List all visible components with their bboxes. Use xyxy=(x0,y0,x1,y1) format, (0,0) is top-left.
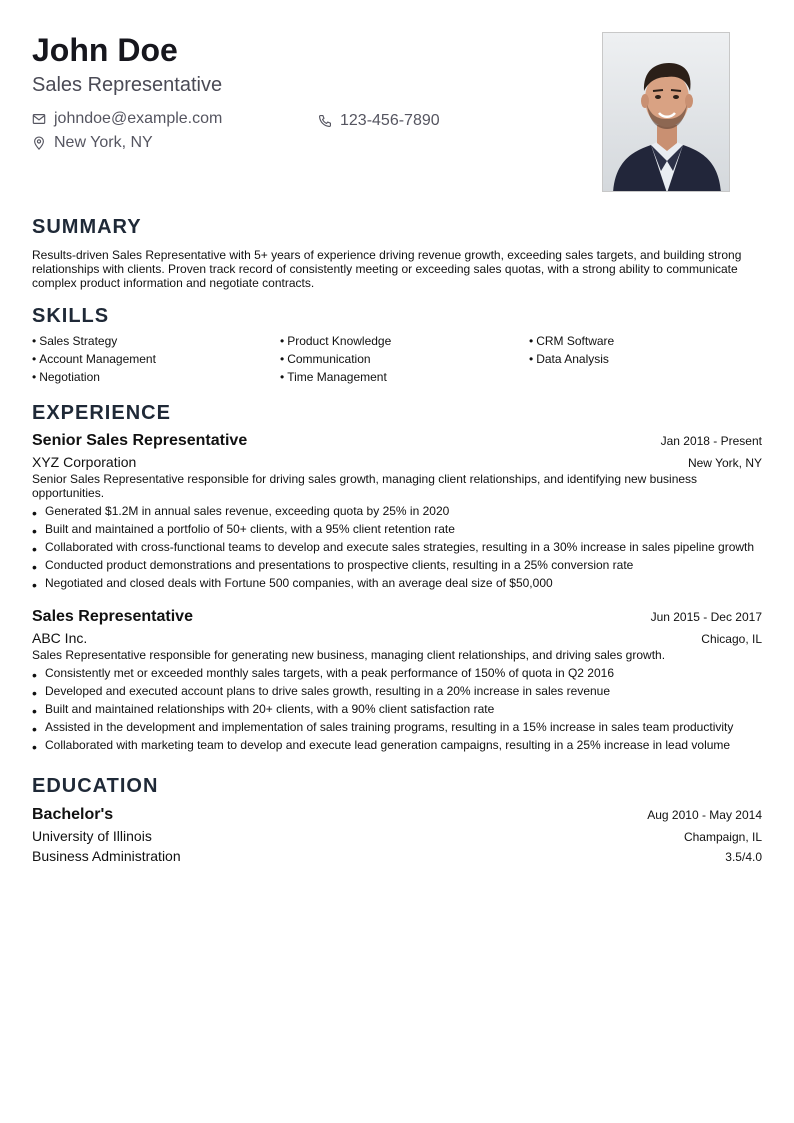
person-portrait-image xyxy=(603,33,730,192)
skill-item: • Sales Strategy xyxy=(32,334,280,348)
skill-item: • Negotiation xyxy=(32,370,280,384)
school-location: Champaign, IL xyxy=(683,830,762,844)
skill-item: • Product Knowledge xyxy=(280,334,529,348)
candidate-title: Sales Representative xyxy=(32,74,223,96)
achievement-item: • Conducted product demonstrations and presentations to prospective clients, resulting in a 25% conversion rate xyxy=(32,558,762,572)
map-pin-icon xyxy=(32,136,46,150)
skill-item: • Data Analysis xyxy=(529,352,762,366)
resume-header xyxy=(32,32,762,192)
company-name: ABC Inc. xyxy=(32,630,88,646)
achievement-item: • Assisted in the development and implementation of sales training programs, resulting in a 15% increase in sales team productivity xyxy=(32,720,762,734)
achievement-item: • Built and maintained relationships with 20+ clients, with a 90% client satisfaction rate xyxy=(32,702,762,716)
job-dates: Jan 2018 - Present xyxy=(660,434,762,448)
education-heading: EDUCATION xyxy=(32,775,159,797)
experience-heading: EXPERIENCE xyxy=(32,402,171,424)
job-achievements xyxy=(32,504,762,590)
achievement-item: • Generated $1.2M in annual sales revenue, exceeding quota by 25% in 2020 xyxy=(32,504,762,518)
school-name: University of Illinois xyxy=(32,828,152,844)
job-entry xyxy=(32,430,762,594)
skills-list xyxy=(32,334,762,384)
field-of-study: Business Administration xyxy=(32,848,181,864)
email-text[interactable]: johndoe@example.com xyxy=(54,110,223,127)
education-dates: Aug 2010 - May 2014 xyxy=(647,808,762,822)
phone-icon xyxy=(318,114,332,128)
job-entry xyxy=(32,606,762,756)
skill-item: • CRM Software xyxy=(529,334,762,348)
skill-item: • Time Management xyxy=(280,370,529,384)
skill-item: • Communication xyxy=(280,352,529,366)
achievement-item: • Built and maintained a portfolio of 50+ clients, with a 95% client retention rate xyxy=(32,522,762,536)
job-location: New York, NY xyxy=(687,456,762,470)
gpa: 3.5/4.0 xyxy=(725,850,762,864)
email-contact[interactable] xyxy=(32,109,222,129)
mail-icon xyxy=(32,112,46,126)
job-description: Sales Representative responsible for generating new business, managing client relationships, and driving sales growth. xyxy=(32,648,666,662)
job-title: Senior Sales Representative xyxy=(32,432,248,449)
job-title: Sales Representative xyxy=(32,608,193,625)
profile-photo xyxy=(602,32,730,192)
achievement-item: • Consistently met or exceeded monthly sales targets, with a peak performance of 150% of quota in Q2 2016 xyxy=(32,666,762,680)
achievement-item: • Negotiated and closed deals with Fortune 500 companies, with an average deal size of $50,000 xyxy=(32,576,762,590)
job-dates: Jun 2015 - Dec 2017 xyxy=(650,610,762,624)
location-contact xyxy=(32,133,153,153)
achievement-item: • Collaborated with marketing team to develop and execute lead generation campaigns, resulting in a 25% increase in lead volume xyxy=(32,738,762,752)
education-entry xyxy=(32,804,762,866)
phone-contact[interactable] xyxy=(318,111,440,131)
skill-item: • Account Management xyxy=(32,352,280,366)
job-achievements xyxy=(32,666,762,752)
candidate-name: John Doe xyxy=(32,32,178,68)
degree-name: Bachelor's xyxy=(32,806,114,823)
job-description: Senior Sales Representative responsible for driving sales growth, managing client relationships, and identifying new business opportunities. xyxy=(32,472,698,500)
location-text: New York, NY xyxy=(54,134,153,151)
skills-heading: SKILLS xyxy=(32,305,110,327)
company-name: XYZ Corporation xyxy=(32,454,137,470)
summary-text: Results-driven Sales Representative with 5+ years of experience driving revenue growth, exceeding sales targets, and building strong relationships with clients. Proven track record of consistently meeting or exceeding sales quotas, with a strong ability to communicate complex product information and negotiate contracts. xyxy=(32,248,742,290)
achievement-item: • Collaborated with cross-functional teams to develop and execute sales strategies, resulting in a 30% increase in sales pipeline growth xyxy=(32,540,762,554)
job-location: Chicago, IL xyxy=(701,632,762,646)
summary-heading: SUMMARY xyxy=(32,216,142,238)
phone-text[interactable]: 123-456-7890 xyxy=(340,112,440,129)
achievement-item: • Developed and executed account plans to drive sales growth, resulting in a 20% increase in sales revenue xyxy=(32,684,762,698)
